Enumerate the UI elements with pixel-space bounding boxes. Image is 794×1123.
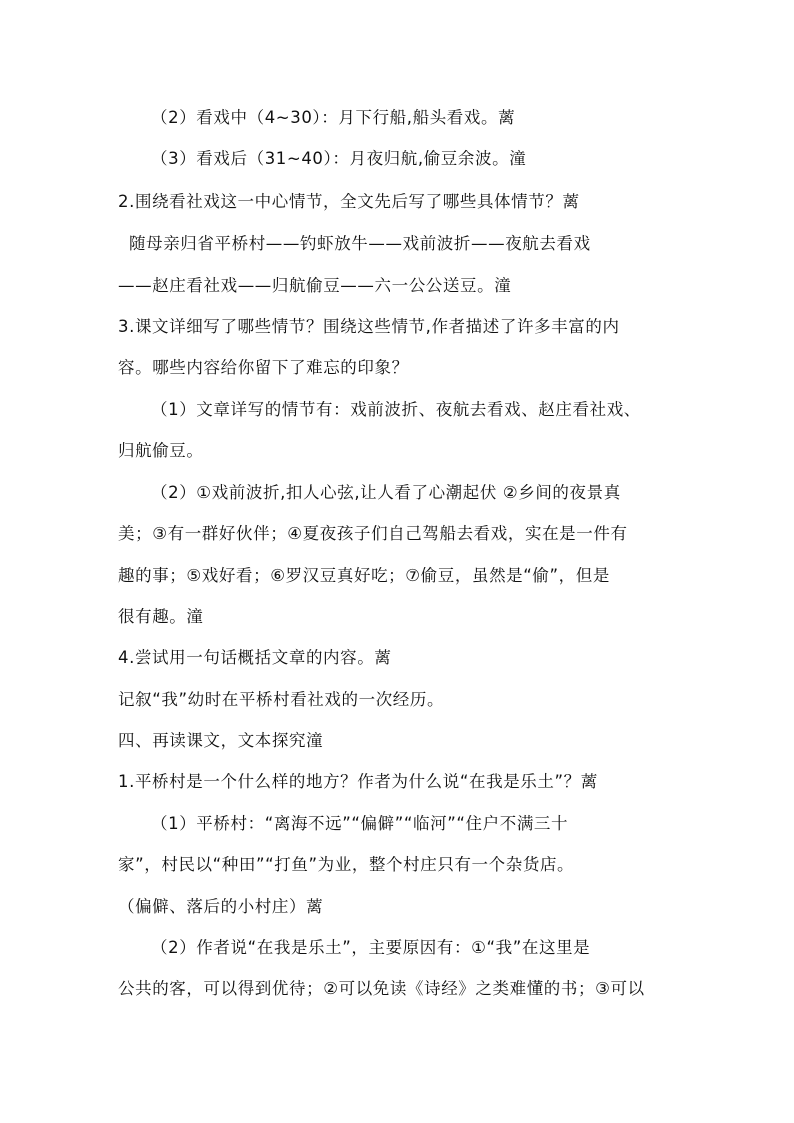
text-line: （2）看戏中（4~30）：月下行船,船头看戏。蓠 [151,108,516,127]
text-line: 容。哪些内容给你留下了难忘的印象？ [118,358,409,377]
text-line: （1）文章详写的情节有：戏前波折、夜航去看戏、赵庄看社戏、 [151,400,641,419]
text-line: 4.尝试用一句话概括文章的内容。蓠 [118,648,392,667]
text-line: 美；③有一群好伙伴；④夏夜孩子们自己驾船去看戏，实在是一件有 [118,524,628,543]
text-line: 2.围绕看社戏这一中心情节，全文先后写了哪些具体情节？蓠 [118,192,580,211]
text-line: 随母亲归省平桥村——钓虾放牛——戏前波折——夜航去看戏 [129,234,591,253]
text-line: （3）看戏后（31~40）：月夜归航,偷豆余波。潼 [151,149,527,168]
text-line: 1.平桥村是一个什么样的地方？作者为什么说“在我是乐土”？蓠 [118,772,598,791]
text-line: 很有趣。潼 [118,607,204,626]
text-line: 3.课文详细写了哪些情节？围绕这些情节,作者描述了许多丰富的内 [118,317,620,336]
text-line: 趣的事；⑤戏好看；⑥罗汉豆真好吃；⑦偷豆，虽然是“偷”，但是 [118,566,610,585]
text-line: ——赵庄看社戏——归航偷豆——六一公公送豆。潼 [118,276,512,295]
text-line: （偏僻、落后的小村庄）蓠 [118,897,324,916]
text-line: 四、再读课文，文本探究潼 [118,731,324,750]
text-line: 归航偷豆。 [118,441,204,460]
text-line: 家”，村民以“种田”“打鱼”为业，整个村庄只有一个杂货店。 [118,855,575,874]
text-line: （2）作者说“在我是乐土”，主要原因有：①“我”在这里是 [151,938,591,957]
text-line: 公共的客，可以得到优待；②可以免读《诗经》之类难懂的书；③可以 [118,979,645,998]
text-line: 记叙“我”幼时在平桥村看社戏的一次经历。 [118,690,445,709]
text-line: （1）平桥村：“离海不远”“偏僻”“临河”“住户不满三十 [151,814,569,833]
text-line: （2）①戏前波折,扣人心弦,让人看了心潮起伏 ②乡间的夜景真 [151,483,621,502]
